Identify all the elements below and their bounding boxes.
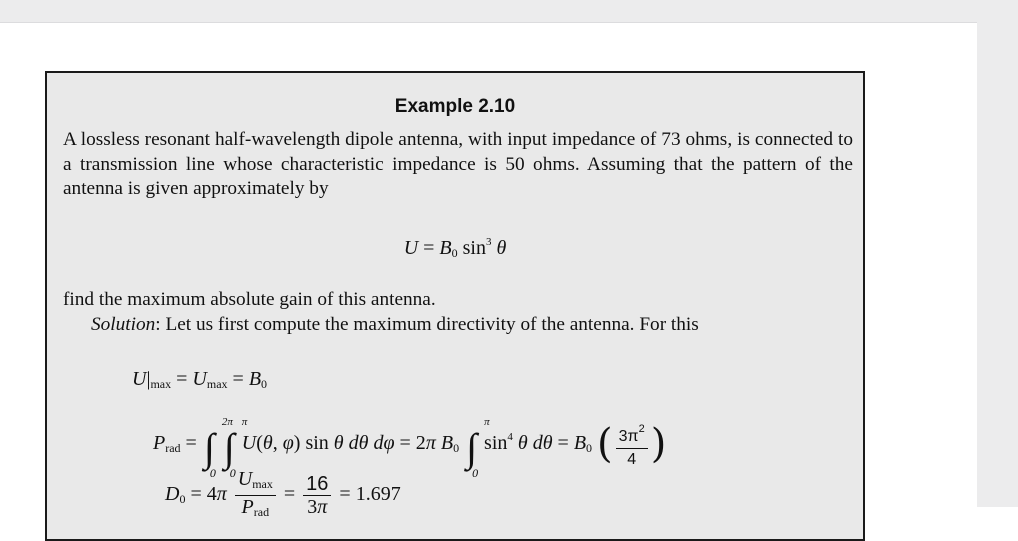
pattern-equation: $U = B_0$ $\sin^3 \theta$ xyxy=(403,236,507,260)
question-text: find the maximum absolute gain of this antenna. xyxy=(63,289,436,310)
problem-statement: A lossless resonant half-wavelength dipole antenna, with input impedance of 73 ohms, is connected to a transmission line whose characteristic impedance is 50 ohms. Assuming that the pattern of the antenna is given approximately by xyxy=(63,129,853,199)
example-box xyxy=(45,71,865,541)
solution-text: : Let us first compute the maximum directivity of the antenna. For this xyxy=(155,314,699,335)
example-title: Example 2.10 xyxy=(394,96,516,117)
directivity-value: 1.697 xyxy=(355,483,401,506)
equation-umax: $U|_{max} = U_{max} = B_0$ xyxy=(132,368,268,391)
previous-page-edge xyxy=(0,0,1018,23)
solution-intro xyxy=(63,313,853,338)
solution-label: Solution xyxy=(91,314,156,335)
equation-prad: $P_{rad}$ = ∫ 2π 0 ∫ π 0 U(θ, φ) sin θ dθ dφ = 2π $B_0$ ∫ π 0 $\sin^4 \theta$ $d\theta = B_0$ ( $\frac{3\pi^2}{4}$ ) xyxy=(153,416,667,481)
equation-directivity: $D_0 = 4\pi$ $\frac{U_{max}}{P_{rad}}$ = $\frac{16}{3\pi}$ = 1.697 xyxy=(165,468,401,519)
document-page xyxy=(0,23,977,519)
scroll-gutter xyxy=(977,0,1018,507)
